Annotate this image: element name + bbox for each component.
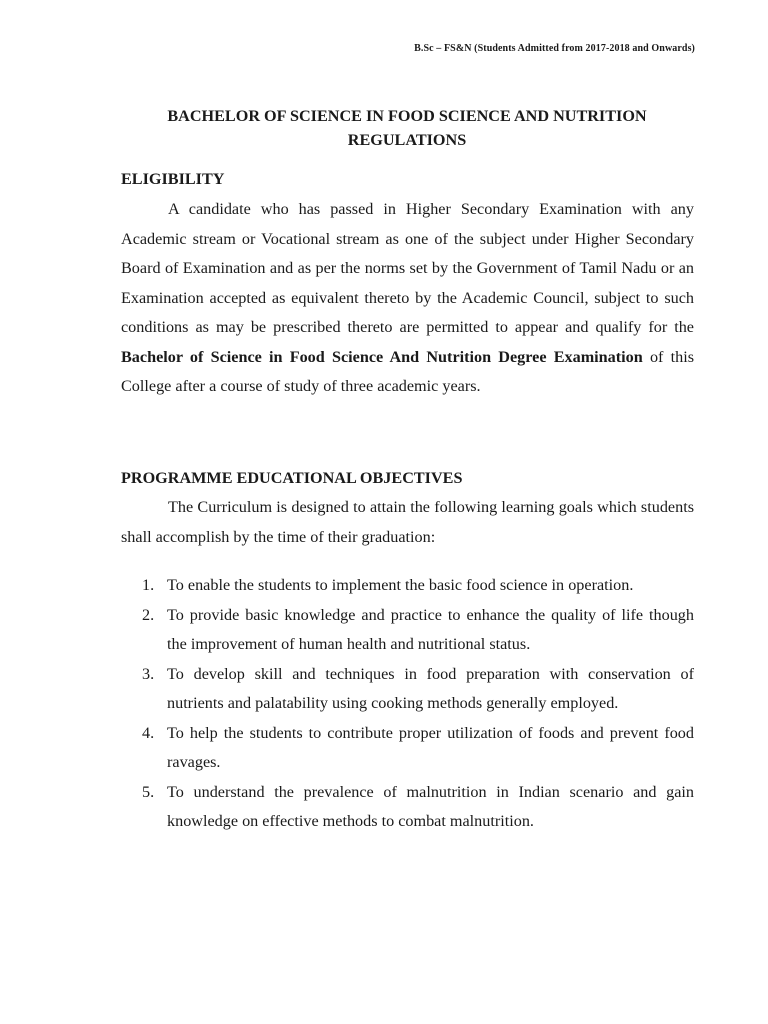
list-item-number: 2. (142, 605, 155, 624)
list-item (121, 719, 694, 778)
list-item (121, 601, 694, 660)
list-item (121, 660, 694, 719)
title-line-2: REGULATIONS (347, 131, 467, 149)
list-item-text: To understand the prevalence of malnutrition in Indian scenario and gain knowledge on effective methods to combat malnutrition. (167, 782, 694, 830)
objectives-list (121, 571, 694, 837)
eligibility-heading: ELIGIBILITY (121, 170, 225, 188)
list-item-number: 3. (142, 664, 155, 683)
title-line-1: BACHELOR OF SCIENCE IN FOOD SCIENCE AND NUTRITION (167, 107, 647, 125)
eligibility-text-end: of this College after a course of study of three academic years. (121, 347, 695, 395)
page-title (120, 104, 694, 152)
list-item-text: To provide basic knowledge and practice to enhance the quality of life though the improvement of human health and nutritional status. (167, 605, 694, 653)
list-item-text: To develop skill and techniques in food preparation with conservation of nutrients and palatability using cooking methods generally employed. (167, 664, 694, 712)
list-item-text: To help the students to contribute proper utilization of foods and prevent food ravages. (167, 723, 694, 771)
degree-name: Bachelor of Science in Food Science And Nutrition Degree Examination (121, 347, 643, 366)
list-item (121, 778, 694, 837)
objectives-heading: PROGRAMME EDUCATIONAL OBJECTIVES (121, 469, 463, 487)
list-item-number: 5. (142, 782, 155, 801)
list-item (121, 571, 694, 601)
list-item-text: To enable the students to implement the basic food science in operation. (167, 576, 634, 594)
eligibility-text-start: A candidate who has passed in Higher Secondary Examination with any Academic stream or Vocational stream as one of the subject under Higher Secondary Board of Examination and as per the norms set by the Government of Tamil Nadu or an Examination accepted as equivalent thereto by the Academic Council, subject to such conditions as may be prescribed thereto are permitted to appear and qualify for the (121, 200, 694, 336)
running-header: B.Sc – FS&N (Students Admitted from 2017-2018 and Onwards) (414, 43, 695, 54)
list-item-number: 1. (142, 576, 155, 594)
objectives-intro: The Curriculum is designed to attain the following learning goals which students shall accomplish by the time of their graduation: (121, 498, 694, 546)
list-item-number: 4. (142, 723, 155, 742)
eligibility-paragraph (121, 195, 694, 402)
